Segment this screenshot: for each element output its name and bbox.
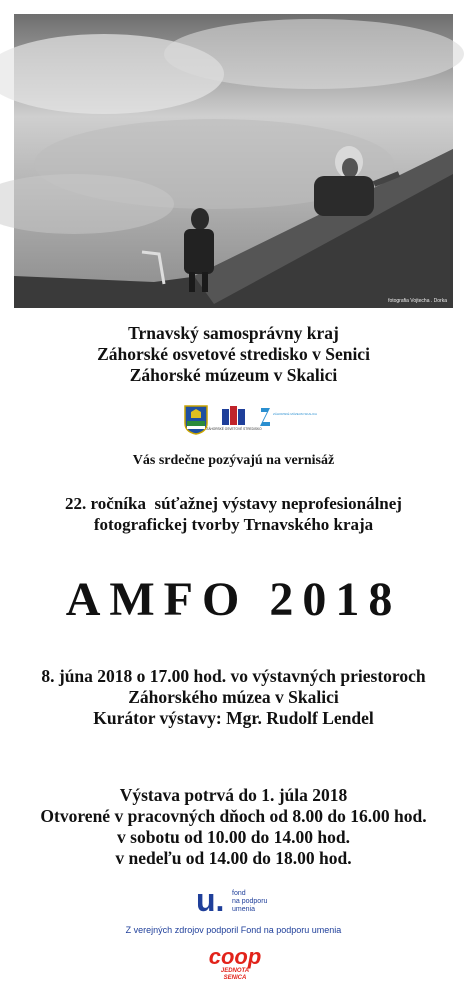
photo-image xyxy=(14,14,453,308)
fund-logo-line: umenia xyxy=(232,906,255,913)
zos-logo-icon xyxy=(206,405,262,437)
fund-logo xyxy=(196,882,276,920)
coop-logo-line1: JEDNOTA xyxy=(220,968,250,974)
coop-logo-name: coop xyxy=(208,944,262,969)
hours-line: Výstava potrvá do 1. júla 2018 xyxy=(119,785,348,805)
fund-logo-line: fond xyxy=(232,890,246,897)
organizer-line: Záhorské múzeum v Skalici xyxy=(129,365,338,385)
coop-logo-line2: SENICA xyxy=(223,975,247,981)
exhibition-subtitle xyxy=(0,493,467,535)
organizer-line: Trnavský samosprávny kraj xyxy=(128,323,339,343)
organizers xyxy=(0,323,467,386)
opening-line: Záhorského múzea v Skalici xyxy=(128,687,339,707)
zms-logo-text: ZÁHORSKÉ MÚZEUM SKALICA xyxy=(273,412,318,416)
invitation-text: Vás srdečne pozývajú na vernisáž xyxy=(132,453,335,468)
fund-note: Z verejných zdrojov podporil Fond na podporu umenia xyxy=(125,925,342,935)
subtitle-line: 22. ročníka súťažnej výstavy neprofesionálnej xyxy=(65,494,402,513)
opening-hours xyxy=(0,785,467,869)
coop-logo xyxy=(200,946,270,986)
exhibition-title: AMFO 2018 xyxy=(65,573,402,626)
zos-logo-text: ZÁHORSKÉ OSVETOVÉ STREDISKO xyxy=(206,427,262,431)
hours-line: v nedeľu od 14.00 do 18.00 hod. xyxy=(115,848,352,868)
fund-logo-mark: u. xyxy=(196,882,225,918)
header-photo xyxy=(14,14,453,308)
coat-of-arms-icon xyxy=(184,405,208,435)
hours-line: Otvorené v pracovných dňoch od 8.00 do 16.00 hod. xyxy=(40,806,427,826)
fund-logo-line: na podporu xyxy=(232,898,268,905)
photo-credit: fotografia Vojtecha . Dorka xyxy=(388,298,447,304)
zms-logo-icon xyxy=(258,405,318,437)
organizer-line: Záhorské osvetové stredisko v Senici xyxy=(97,344,370,364)
curator-line: Kurátor výstavy: Mgr. Rudolf Lendel xyxy=(93,708,374,728)
fund-logo-text xyxy=(232,890,267,914)
subtitle-line: fotografickej tvorby Trnavského kraja xyxy=(93,515,374,534)
opening-line: 8. júna 2018 o 17.00 hod. vo výstavných priestoroch xyxy=(41,666,426,686)
hours-line: v sobotu od 10.00 do 14.00 hod. xyxy=(117,827,350,847)
partner-logos xyxy=(0,405,467,439)
opening-info xyxy=(0,666,467,729)
